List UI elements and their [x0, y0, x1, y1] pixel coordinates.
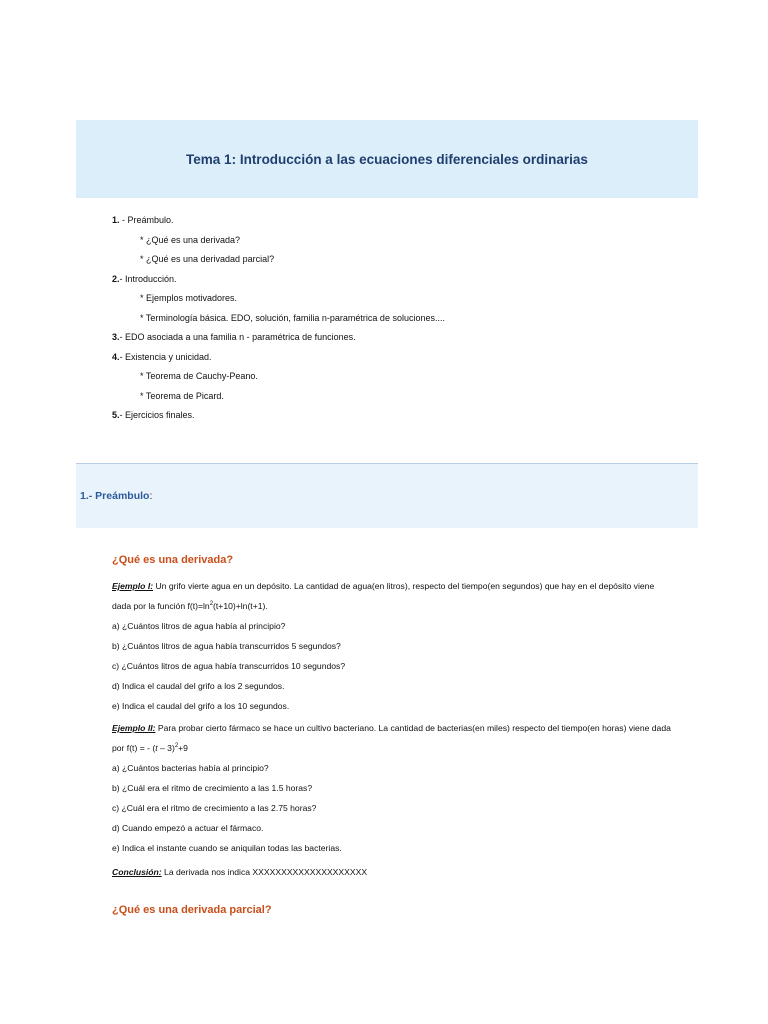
list-item: b) ¿Cuál era el ritmo de crecimiento a las 1.5 horas?	[112, 783, 313, 793]
toc-number: 4.	[112, 351, 120, 362]
list-item: d) Indica el caudal del grifo a los 2 segundos.	[112, 681, 285, 691]
heading-derivada-parcial: ¿Qué es una derivada parcial?	[112, 904, 272, 916]
ejemplo-2	[112, 718, 702, 758]
list-item: e) Indica el caudal del grifo a los 10 segundos.	[112, 701, 290, 711]
ejemplo-2-variable: t	[155, 743, 158, 753]
ejemplo-2-formula-a: por f(t) = - (	[112, 743, 156, 753]
conclusion-label: Conclusión:	[112, 867, 162, 877]
toc-subitem: * ¿Qué es una derivadad parcial?	[140, 254, 275, 264]
toc-number: 1.	[112, 215, 120, 225]
table-of-contents	[112, 211, 672, 426]
ejemplo-2-text: Para probar cierto fármaco se hace un cultivo bacteriano. La cantidad de bacterias(en miles) respecto del tiempo(en horas) viene dada	[155, 723, 671, 733]
toc-number: 2.	[112, 273, 120, 284]
list-item: a) ¿Cuántos litros de agua había al principio?	[112, 621, 286, 631]
ejemplo-2-label: Ejemplo II:	[112, 723, 156, 733]
conclusion-text: La derivada nos indica XXXXXXXXXXXXXXXXXXXX	[161, 867, 368, 877]
main-content	[112, 550, 702, 920]
toc-item	[112, 328, 672, 348]
list-item: a) ¿Cuántos bacterias había al principio?	[112, 763, 269, 773]
ejemplo-1	[112, 576, 702, 616]
ejemplo-1-text: Un grifo vierte agua en un depósito. La cantidad de agua(en litros), respecto del tiempo(en segundos) que hay en el depósito viene	[153, 581, 655, 591]
list-item: e) Indica el instante cuando se aniquilan todas las bacterias.	[112, 843, 342, 853]
toc-subitem: * Teorema de Picard.	[140, 390, 224, 401]
toc-text: - Introducción.	[119, 273, 177, 284]
section-title: 1.- Preámbulo	[80, 490, 150, 502]
ejemplo-1-label: Ejemplo I:	[112, 581, 154, 591]
toc-text: - Ejercicios finales.	[119, 410, 195, 420]
toc-number: 5.	[112, 410, 120, 420]
ejemplo-1-formula-b: (t+10)+ln(t+1).	[213, 601, 268, 611]
list-item: b) ¿Cuántos litros de agua había transcurridos 5 segundos?	[112, 641, 341, 651]
toc-text: - Existencia y unicidad.	[119, 351, 212, 362]
toc-subitem: * Teorema de Cauchy-Peano.	[140, 371, 258, 381]
section-header	[76, 463, 698, 528]
toc-item	[112, 406, 672, 426]
heading-derivada: ¿Qué es una derivada?	[112, 554, 234, 566]
toc-text: - EDO asociada a una familia n - paramétrica de funciones.	[119, 332, 356, 342]
toc-item	[112, 270, 672, 290]
toc-subitem: * ¿Qué es una derivada?	[140, 234, 241, 245]
toc-subitem: * Ejemplos motivadores.	[140, 293, 238, 303]
ejemplo-2-formula-c: +9	[178, 743, 188, 753]
ejemplo-1-exponent: 2	[209, 601, 214, 608]
list-item: c) ¿Cuántos litros de agua había transcurridos 10 segundos?	[112, 661, 346, 671]
toc-subitem: * Terminología básica. EDO, solución, familia n-paramétrica de soluciones....	[140, 312, 445, 323]
toc-item	[112, 348, 672, 368]
toc-text: - Preámbulo.	[119, 215, 174, 225]
conclusion	[112, 862, 702, 882]
section-colon: :	[149, 490, 153, 502]
page-title: Tema 1: Introducción a las ecuaciones diferenciales ordinarias	[186, 151, 588, 167]
toc-item	[112, 211, 672, 231]
toc-number: 3.	[112, 332, 120, 342]
ejemplo-2-formula-b: – 3)	[157, 743, 175, 753]
list-item: d) Cuando empezó a actuar el fármaco.	[112, 823, 264, 833]
title-banner	[76, 120, 698, 198]
ejemplo-2-exponent: 2	[174, 743, 179, 750]
ejemplo-1-formula-a: dada por la función f(t)=ln	[112, 601, 210, 611]
list-item: c) ¿Cuál era el ritmo de crecimiento a las 2.75 horas?	[112, 803, 317, 813]
